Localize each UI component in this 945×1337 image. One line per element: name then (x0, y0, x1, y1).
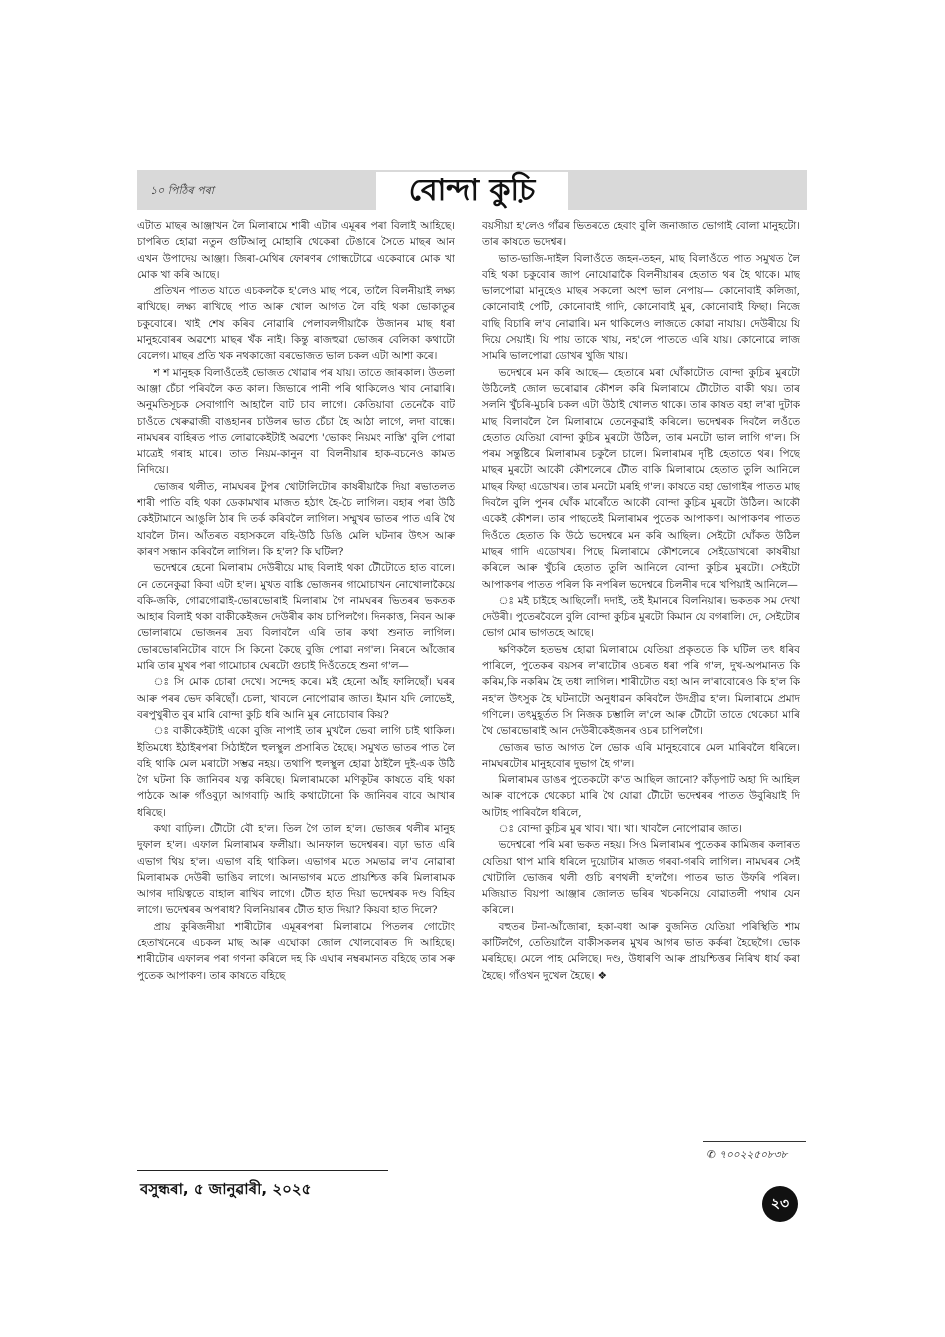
paragraph: মিলাৰামৰ ডাঙৰ পুতেকটো ক'ত আছিল জানো? কাঁড়পাট অহা দি আহিল আৰু বাপেকে থেকেচা মাৰি থৈ যোৱা টৌটো ভদেশ্বৰৰ পাতত উবুৰিয়াই দি আটাহ পাৰিবলৈ ধৰিলে, (482, 774, 800, 819)
paragraph: ভদেশ্বৰে মন কৰি আছে— হেতাৰে মৰা ঘোঁকাটোত বোন্দা কুচ়িৰ মুৰটো উঠিলেই জোল ভৰোৱাৰ কৌশল কৰি মিলাৰামে টৌটোত বাকী থয়। তাৰ সলনি খুঁচৰি-মুচৰি চকল এটা উঠাই খোলত থাকে। তাৰ কাষত বহা ল'ৰা দুটাক মাছ বিলাবলৈ লৈ মিলাৰামে তেনেকুৱাই কৰিলে। ভদেশ্বৰক দিবলৈ লওঁতে হেতাত যেতিয়া বোন্দা কুচ়িৰ মুৰটো উঠিল, তাৰ মনটো ভাল লাগি গ'ল। সি পৰম সন্তুষ্টিৰে মিলাৰামৰ চকুলৈ চালে। মিলাৰামৰ দৃষ্টি হেতাতে থৰ। পিছে মাছৰ মুৰটো আকৌ কৌশলেৰে টৌত বাকি মিলাৰামে হেতাত তুলি আনিলে মাছৰ ফিছা এডোখৰ। তাৰ মনটো মৰহি গ'ল। কাষতে বহা ভোগাইৰ পাতত মাছ দিবলৈ বুলি পুনৰ ঘোঁক মাৰোঁতে আকৌ বোন্দা কুচ়িৰ মুৰটো উঠিল। আকৌ একেই কৌশল। তাৰ পাছতেই মিলাৰামৰ পুতেক আপাকণ। আপাকণৰ পাতত দিওঁতে হেতাত কি উঠে ভদেশ্বৰে মন কৰি আছিল। সেইটো ঘোঁকত উঠিল মাছৰ গাদি এডোখৰ। পিছে মিলাৰামে কৌশলেৰে সেইডোখৰো কাষৰীয়া কৰিলে আৰু খুঁচৰি হেতাত তুলি আনিলে বোন্দা কুচ়িৰ মুৰটো। সেইটো আপাকণৰ পাতত পৰিল কি নপৰিল ভদেশ্বৰে চিলনীৰ দৰে খপিয়াই আনিলে— (482, 366, 800, 591)
paragraph: বয়সীয়া হ'লেও গাঁৱৰ ভিতৰতে হেবাং বুলি জনাজাত ভোগাই বোলা মানুহটো। তাৰ কাষতে ভদেশ্বৰ। (482, 220, 800, 249)
left-text-column (137, 218, 455, 1078)
continued-from-label: ১০ পিঠিৰ পৰা (150, 184, 214, 197)
paragraph: বহুতৰ টনা-আঁজোৰা, হকা-বধা আৰু বুজনিত যেতিয়া পৰিস্থিতি শাম কাটিলগৈ, তেতিয়ালৈ বাকীসকলৰ মুখৰ আগৰ ভাত কৰ্কৰা হৈছেগৈ। ভোক মৰহিছে। মেলে পাহ মেলিছে। দণ্ড, উধাৰণি আৰু প্ৰায়শ্চিত্তৰ নিৰিখ ধাৰ্য কৰা হৈছে। গাঁওখন দুখেল হৈছে। ❖ (482, 920, 800, 982)
paragraph: কথা বাঢ়িল। টৌটো বৌ হ'ল। তিল গৈ তাল হ'ল। ভোজৰ থলীৰ মানুহ দুফাল হ'ল। এফাল মিলাৰামৰ ফলীয়া। আনফাল ভদেশ্বৰৰ। বঢ়া ভাত এৰি এভাগ থিয় হ'ল। এভাগ বহি থাকিল। এভাগৰ মতে সমভাৱ ল'ব নোৱাৰা মিলাৰামক দেউৰী ভাঙিব লাগে। আনভাগৰ মতে প্ৰায়শ্চিত্ত কৰি মিলাৰামক আগৰ দায়িত্বতে বাহাল ৰাখিব লাগে। টৌত হাত দিয়া ভদেশ্বৰক দণ্ড বিহিব লাগে। ভদেশ্বৰৰ অপৰাধ? বিলনিয়াৰৰ টৌত হাত দিয়া? কিয়বা হাত দিলে? (137, 822, 455, 917)
dialogue-paragraph: ঃ মই চাইহে আছিলোঁ। দদাই, তই ইমানৰে বিলনিয়াৰ। ভকতক সম দেখা দেউৰী। পুতেৰবৈলে বুলি বোন্দা কুচ়িৰ মুৰটো কিমান যে বগৰালি। দে, সেইটোৰ ভোগ মোৰ ভাগতহে আছে। (482, 594, 800, 640)
contact-divider (703, 1141, 806, 1142)
paragraph: ভদেশ্বৰো পৰি মৰা ভকত নহয়। সিও মিলাৰামৰ পুতেকৰ কামিজৰ কলাৰত যেতিয়া থাপ মাৰি ধৰিলে দুয়োটাৰ মাজত গৰবা-গৰবি লাগিল। নামঘৰৰ সেই খোটালি ভোজৰ থলী গুচি ৰণথলী হ'লগৈ। পাতৰ ভাত উফৰি পৰিল। মজিয়াত বিয়পা আঞ্জাৰ জোলত ভৰিৰ খচকনিয়ে বোৱাতলী পথাৰ যেন কৰিলে। (482, 839, 800, 917)
paragraph: এটাত মাছৰ আঞ্জাখন লৈ মিলাৰামে শাৰী এটাৰ এমূৰৰ পৰা বিলাই আহিছে। চাপৰিত হোৱা নতুন গুটিআলু মোহাৰি থেকেৰা টেঙাৰে সৈতে মাছৰ আন এখন উপাদেয় আঞ্জা। জিৰা-মেথিৰ ফোৰণৰ গোন্ধটোৱে একেবাৰে মোক খা মোক খা কৰি আছে। (137, 220, 455, 281)
paragraph: ঃ বাকীকেইটাই একো বুজি নাপাই তাৰ মুখলৈ ভেবা লাগি চাই থাকিল। ইতিমধ্যে ইঠাইৰপৰা সিঠাইলৈ হুলস্থুল প্ৰসাৰিত হৈছে। সমুখত ভাতৰ পাত লৈ বহি থাকি মেল মৰাটো সম্ভৱ নহয়। তথাপি হুলস্থুল হোৱা ঠাইলৈ দুই-এক উঠি গৈ ঘটনা কি জানিবৰ যত্ন কৰিছে। মিলাৰামকো মণিকূটৰ কাষতে বহি থকা পাঠকে আৰু গাঁওবুঢ়া আগবাঢ়ি আহি কথাটোনো কি জানিবৰ বাবে আখাৰ ধৰিছে। (137, 725, 455, 819)
footer-divider (137, 1170, 388, 1171)
paragraph: প্ৰায় কুৰিজনীয়া শাৰীটোৰ এমূৰৰপৰা মিলাৰামে পিতলৰ গোটোং হেতাখনেৰে এচকল মাছ আৰু এঘোকা জোল খোলবোৰত দি আহিছে। শাৰীটোৰ এফালৰ পৰা গণনা কৰিলে দহ কি এঘাৰ নম্বৰমানত বহিছে তাৰ সৰু পুতেক আপাকণ। তাৰ কাষতে বহিছে (137, 920, 455, 982)
dialogue-paragraph: ঃ সি মোক চোৰা দেখে। সন্দেহ কৰে। মই হেনো আঁহ ফালিছোঁ। ঘৰৰ আৰু পৰৰ ভেদ কৰিছোঁ। চেলা, খাবলে নোপোৱাৰ জাত। ইমান যদি লোভেই, বৰপুখুৰীত বুৰ মাৰি বোন্দা কুচ়ি ধৰি আনি মুৰ নোচোবাৰ কিয়? (137, 676, 455, 721)
page-number-badge: ২৩ (762, 1186, 798, 1222)
author-contact-number: ✆ ৭০০২২৫০৮৩৮ (707, 1149, 788, 1161)
magazine-name-date: বসুন্ধৰা, ৫ জানুৱাৰী, ২০২৫ (140, 1180, 312, 1198)
paragraph: ভোজৰ থলীত, নামঘৰৰ টুপৰ খোটালিটোৰ কাষৰীয়াকৈ দিয়া ৰভাতলত শাৰী পাতি বহি থকা ডেকামখাৰ মাজত হঠাৎ হৈ-চৈ লাগিল। বহাৰ পৰা উঠি কেইটামানে আঙুলি ঠাৰ দি তৰ্ক কৰিবলৈ লাগিল। সম্মুখৰ ভাতৰ পাত এৰি থৈ যাবলৈ টান। আঁতৰত বহাসকলে বহি-উঠি ডিঙি মেলি ঘটনাৰ উৎস আৰু কাৰণ সন্ধান কৰিবলৈ লাগিল। কি হ'ল? কি ঘটিল? (137, 480, 455, 558)
dialogue-paragraph: ঃ বোন্দা কুচ়িৰ মুৰ খাব। খা। খা। খাবলৈ নোপোৱাৰ জাত। (498, 822, 742, 835)
paragraph: ক্ষণিকলৈ হতভম্ব হোৱা মিলাৰামে যেতিয়া প্ৰকৃততে কি ঘটিল তৎ ধৰিব পাৰিলে, পুতেকৰ বয়সৰ ল'ৰাটোৰ ওচৰত ধৰা পৰি গ'ল, দুখ-অপমানত কি কৰিম,কি নকৰিম হৈ তধা লাগিল। শাৰীটোত বহা আন ল'ৰাবোৰেও কি হ'ল কি নহ'ল উৎসুক হৈ ঘটনাটো অনুধাৱন কৰিবলৈ উদগ্ৰীৱ হ'ল। মিলাৰামে প্ৰমাদ গণিলে। তৎমুহূৰ্তত সি নিজক চম্ভালি ল'লে আৰু টৌটো তাতে থেকেচা মাৰি থৈ ভোৰভোৰাই আন দেউৰীকেইজনৰ ওচৰ চাপিলগৈ। (482, 643, 800, 738)
story-title: বোন্দা কুচ়ি (376, 172, 568, 210)
paragraph: ভদেশ্বৰে হেনো মিলাৰাম দেউৰীয়ে মাছ বিলাই থকা টৌটোতে হাত বালে। নে তেনেকুৱা কিবা এটা হ'ল। মুখত বাঙ্কি ভোজনৰ গামোচাখন নোখোলাকৈয়ে বকি-জকি, গোৱগোৱাই-ভোৰভোৰাই মিলাৰাম গৈ নামঘৰৰ ভিতৰৰ ভকতক আহাৰ বিলাই থকা বাকীকেইজন দেউৰীৰ কাষ চাপিলগৈ। দিনকাত্ত, নিবন আৰু ভোলাৰামে ভোজনৰ দ্ৰব্য বিলাবলৈ এৰি তাৰ কথা শুনাত লাগিল। ভোৰভোৰনিটোৰ বাদে সি কিনো কৈছে বুজি পোৱা নগ'ল। নিৰনে আঁজোৰ মাৰি তাৰ মুখৰ পৰা গামোচাৰ ঘেৰটো গুচাই দিওঁতেহে শুনা গ'ল— (137, 562, 455, 673)
right-text-column (482, 218, 800, 1078)
paragraph: ভোজৰ ভাত আগত লৈ ভোক এৰি মানুহবোৰে মেল মাৰিবলৈ ধৰিলে। নামঘৰটোৰ মানুহবোৰ দুভাগ হৈ গ'ল। (482, 741, 800, 770)
paragraph: শ শ মানুহক বিলাওঁতেই ভোজত খোৱাৰ পৰ যায়। তাতে জাৰকাল। উতলা আঞ্জা চেঁচা পৰিবলৈ কত কাল। জিভাৰে পানী পৰি থাকিলেও খাব নোৱাৰি। অনুমতিসূচক সেবাগাণি আহালৈ বাট চাব লাগে। কেতিয়াবা তেনেকৈ বাট চাওঁতে খেৰুৱাজী বাঙহানৰ চাউলৰ ভাত চেঁচা হৈ আঠা লাগে, লদা বান্ধে। নামঘৰৰ বাহিৰত পাত লোৱাকেইটাই অৱশ্যে 'ভোকং নিয়মং নাস্তি' বুলি পোৱা মাত্ৰেই গৰাহ মাৰে। তাত নিয়ম-কানুন বা বিলনীয়াৰ হাক-বচনেও কামত নিদিয়ে। (137, 366, 455, 477)
paragraph: ভাত-ভাজি-দাইল বিলাওঁতে জহন-তহন, মাছ বিলাওঁতে পাত সমুখত লৈ বহি থকা চকুবোৰ জাপ নোযোৱাকৈ বিলনীয়াৰৰ হেতাত থৰ হৈ থাকে। মাছ ভালপোৱা মানুহেও মাছৰ সকলো অংশ ভাল নেপায়— কোনোবাই কলিজা, কোনোবাই পেটি, কোনোবাই গাদি, কোনোবাই মুৰ, কোনোবাই ফিছা। নিজে বাছি বিচাৰি ল'ব নোৱাৰি। মন থাকিলেও লাজতে কোৱা নাযায়। দেউৰীয়ে যি দিয়ে সেয়াই। যি পায় তাকে খায়, নহ'লে পাততে এৰি যায়। কোনোৱে লাজ সামৰি ভালপোৱা ডোখৰ খুজি খায়। (482, 252, 800, 363)
paragraph: প্ৰতিখন পাতত যাতে এচকলকৈ হ'লেও মাছ পৰে, তালৈ বিলনীয়াই লক্ষ্য ৰাখিছে। লক্ষ্য ৰাখিছে পাত আৰু খোল আগত লৈ বহি থকা ভোকাতুৰ চকুবোৰে। খাই শেষ কৰিব নোৱাৰি পেলাবলগীয়াকৈ উজানৰ মাছ ধৰা মানুহবোৰৰ অৱশ্যে মাছৰ খঁক নাই। কিন্তু ৰাজহুৱা ভোজৰ বেলিকা কথাটো বেলেগ। মাছৰ প্ৰতি খক নথকাজো বৰভোজত ভাল চকল এটা আশা কৰে। (137, 285, 455, 363)
